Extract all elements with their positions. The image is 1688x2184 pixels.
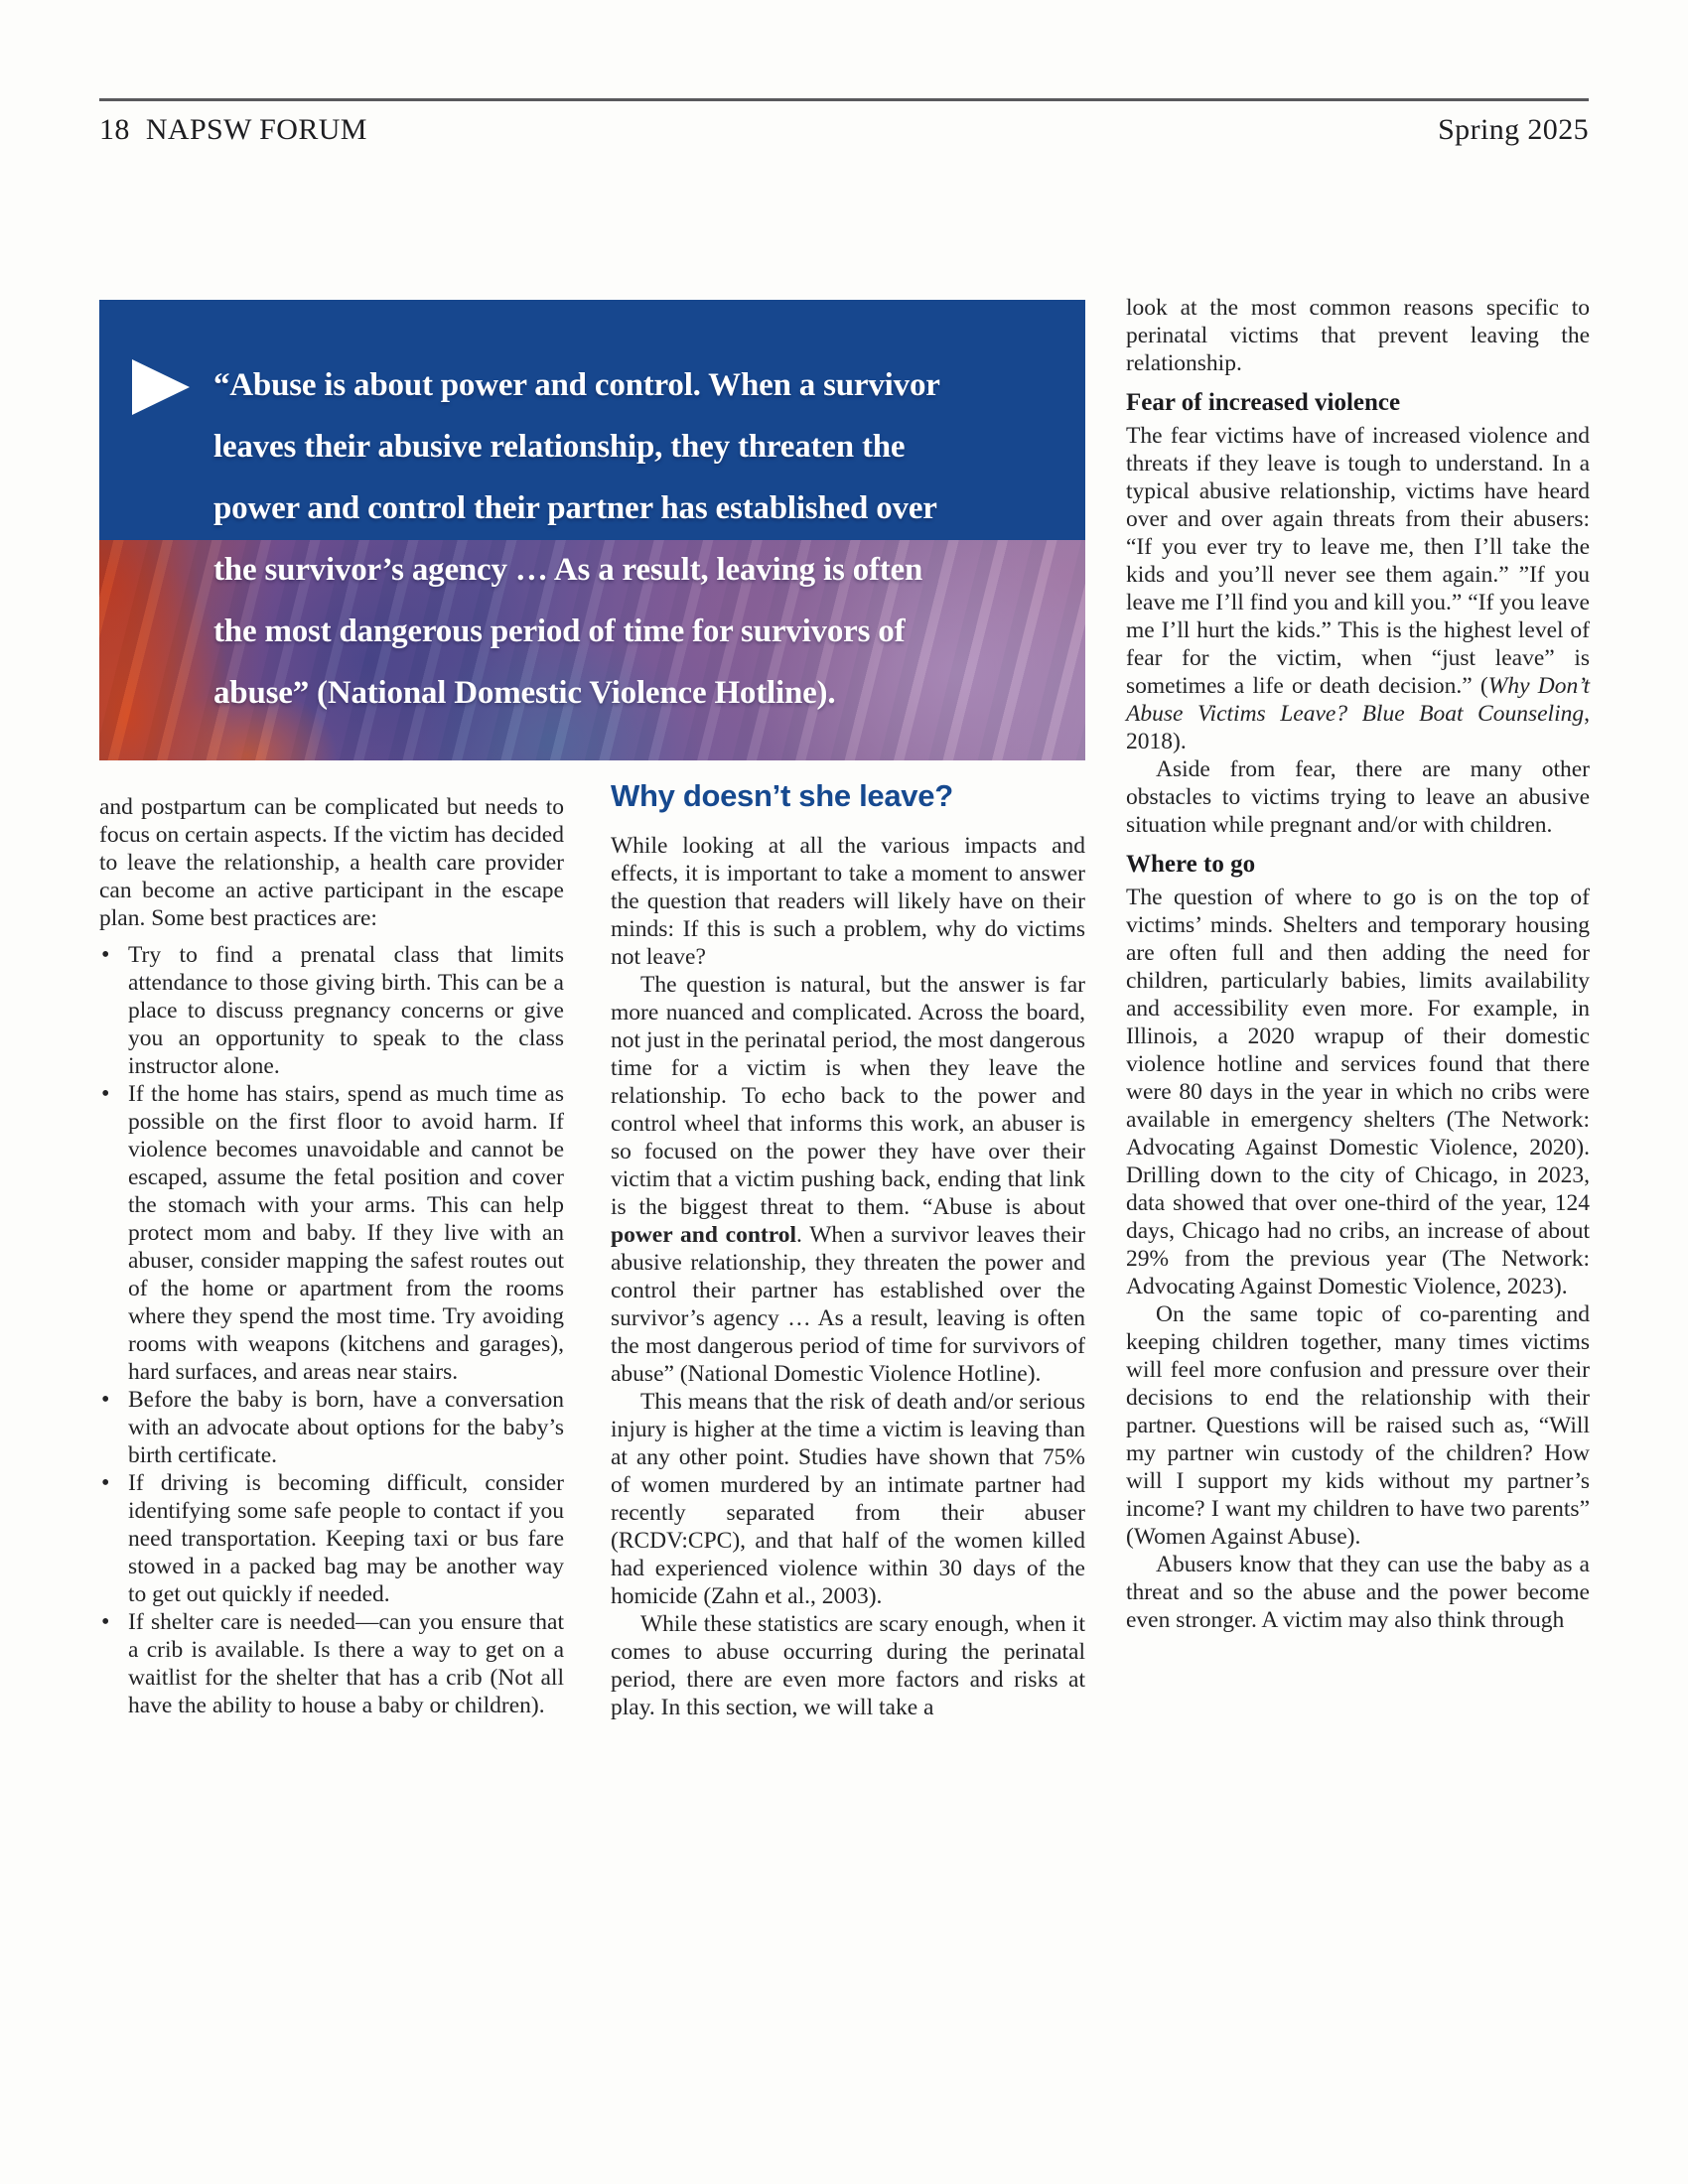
pull-quote-line: leaves their abusive relationship, they threaten the (213, 429, 906, 465)
subsection-heading: Fear of increased violence (1126, 389, 1401, 416)
body-paragraph: look at the most common reasons specific to perinatal victims that prevent leaving the relationship. (1126, 295, 1590, 376)
pull-quote-line: power and control their partner has established over (213, 490, 937, 526)
column-left (99, 793, 564, 1719)
column-middle (611, 778, 1085, 1721)
column-right (1126, 294, 1590, 1634)
list-item (99, 1608, 564, 1719)
issue-date: Spring 2025 (1438, 113, 1589, 146)
paragraph-text: The fear victims have of increased violence and threats if they leave is tough to understand. In a typical abusive relationship, victims have heard over and over again threats from their abusers: “If you ever try to leave me, then I’ll take the kids and you’ll never see them again.” ”If you leave me I’ll find you and kill you.” “If you leave me I’ll hurt the kids.” This is the highest level of fear for the victim, when “just leave” is sometimes a life or death decision.” ( (1126, 423, 1590, 699)
subsection-heading: Where to go (1126, 851, 1256, 878)
right-triangle-icon (132, 359, 190, 415)
list-item-text: Before the baby is born, have a conversation with an advocate about options for the baby’s birth certificate. (128, 1387, 564, 1468)
section-heading: Why doesn’t she leave? (611, 778, 953, 813)
body-paragraph: While looking at all the various impacts and effects, it is important to take a moment to answer the question that readers will likely have on their minds: If this is such a problem, why do victims not leave? (611, 833, 1085, 970)
bullet-dot-icon (101, 941, 109, 969)
bullet-dot-icon (101, 1386, 109, 1414)
bold-phrase: power and control (611, 1222, 797, 1248)
body-paragraph (611, 971, 1085, 1388)
body-paragraph: While these statistics are scary enough, when it comes to abuse occurring during the perinatal period, there are even more factors and risks at play. In this section, we will take a (611, 1611, 1085, 1720)
paragraph-text: . When a survivor leaves their abusive relationship, they threaten the power and control their partner has established over the survivor’s agency … As a result, leaving is often the most dangerous period of time for survivors of abuse” (National Domestic Violence Hotline). (611, 1222, 1085, 1387)
body-paragraph: and postpartum can be complicated but needs to focus on certain aspects. If the victim has decided to leave the relationship, a health care provider can become an active participant in the escape plan. Some best practices are: (99, 794, 564, 931)
italic-citation: Why Don’t Abuse Victims Leave? Blue Boat Counseling (1126, 673, 1590, 727)
paragraph-text: The question is natural, but the answer is far more nuanced and complicated. Across the board, not just in the perinatal period, the most dangerous time for a victim is when they leave the relationship. To echo back to the power and control wheel that informs this work, an abuser is so focused on the power they have over their victim that a victim pushing back, ending that link is the biggest threat to them. “Abuse is about (611, 972, 1085, 1220)
body-paragraph: Aside from fear, there are many other obstacles to victims trying to leave an abusive situation while pregnant and/or with children. (1126, 756, 1590, 838)
body-paragraph (1126, 422, 1590, 755)
body-paragraph: Abusers know that they can use the baby as a threat and so the abuse and the power become even stronger. A victim may also think through (1126, 1552, 1590, 1633)
page-header (99, 113, 1589, 147)
pull-quote-line: “Abuse is about power and control. When a survivor (213, 367, 940, 403)
list-item (99, 1080, 564, 1386)
publication-name: NAPSW FORUM (145, 113, 367, 146)
folio-left (99, 113, 367, 147)
body-paragraph: This means that the risk of death and/or serious injury is higher at the time a victim is leaving than at any other point. Studies have shown that 75% of women murdered by an intimate partner had recently separated from their abuser (RCDV:CPC), and that half of the women killed had experienced violence within 30 days of the homicide (Zahn et al., 2003). (611, 1389, 1085, 1609)
list-item-text: Try to find a prenatal class that limits attendance to those giving birth. This can be a place to discuss pregnancy concerns or give you an opportunity to speak to the class instructor alone. (128, 942, 564, 1079)
body-paragraph: The question of where to go is on the top of victims’ minds. Shelters and temporary housing are often full and then adding the need for children, particularly babies, limits availability and accessibility even more. For example, in Illinois, a 2020 wrapup of their domestic violence hotline and services found that there were 80 days in the year in which no cribs were available in emergency shelters (The Network: Advocating Against Domestic Violence, 2020). Drilling down to the city of Chicago, in 2023, data showed that over one-third of the year, 124 days, Chicago had no cribs, an increase of about 29% from the previous year (The Network: Advocating Against Domestic Violence, 2023). (1126, 885, 1590, 1299)
pull-quote-line: the survivor’s agency … As a result, leaving is often (213, 552, 923, 588)
list-item (99, 1386, 564, 1469)
body-paragraph: On the same topic of co-parenting and keeping children together, many times victims will feel more confusion and pressure over their decisions to end the relationship with their partner. Questions will be raised such as, “Will my partner win custody of the children? How will I support my kids without my partner’s income? I want my children to have two parents” (Women Against Abuse). (1126, 1301, 1590, 1550)
pull-quote-line: abuse” (National Domestic Violence Hotline). (213, 675, 836, 711)
pull-quote-line: the most dangerous period of time for survivors of (213, 614, 906, 649)
bullet-dot-icon (101, 1469, 109, 1497)
pull-quote-box (99, 300, 1085, 760)
list-item-text: If the home has stairs, spend as much time as possible on the first floor to avoid harm. If violence becomes unavoidable and cannot be escaped, assume the fetal position and cover the stomach with your arms. This can help protect mom and baby. If they live with an abuser, consider mapping the safest routes out of the home or apartment from the rooms where they spend the most time. Try avoiding rooms with weapons (kitchens and garages), hard surfaces, and areas near stairs. (128, 1081, 564, 1385)
header-divider (99, 98, 1589, 101)
list-item-text: If shelter care is needed—can you ensure that a crib is available. Is there a way to get on a waitlist for the shelter that has a crib (Not all have the ability to house a baby or children). (128, 1609, 564, 1718)
pull-quote-text (213, 354, 1059, 724)
page-number: 18 (99, 113, 130, 146)
list-item (99, 941, 564, 1080)
bullet-list (99, 941, 564, 1719)
list-item-text: If driving is becoming difficult, consider identifying some safe people to contact if you need transportation. Keeping taxi or bus fare stowed in a packed bag may be another way to get out quickly if needed. (128, 1470, 564, 1607)
paragraph-text: , 2018). (1126, 701, 1590, 754)
bullet-dot-icon (101, 1608, 109, 1636)
list-item (99, 1469, 564, 1608)
bullet-dot-icon (101, 1080, 109, 1108)
